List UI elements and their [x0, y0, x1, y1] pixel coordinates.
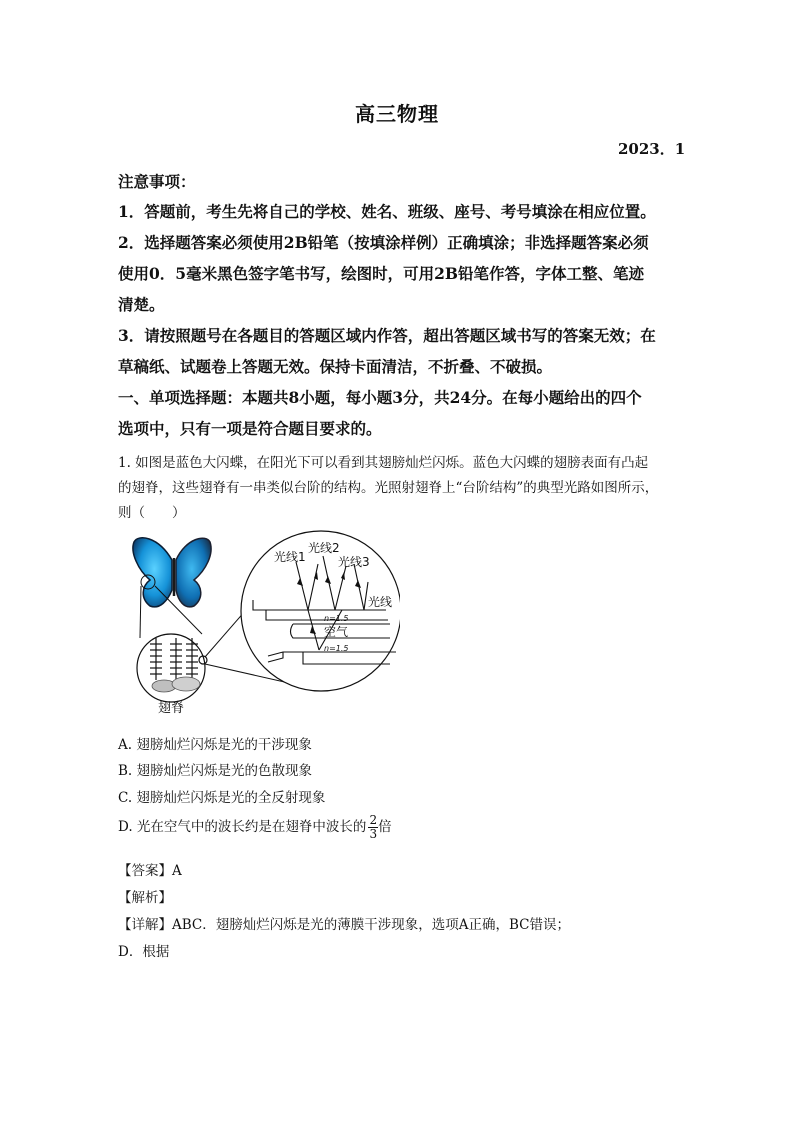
- ray-2-label: 光线2: [308, 541, 340, 555]
- analysis-heading: 【解析】: [118, 890, 172, 906]
- question-stem-line-3: 则（ ）: [118, 505, 186, 521]
- notice-heading: 注意事项：: [118, 172, 196, 191]
- answer: 【答案】A: [118, 863, 182, 879]
- exam-date: 2023．1: [618, 140, 686, 158]
- page-title: 高三物理: [355, 102, 439, 126]
- light-path-circle: [241, 531, 400, 691]
- notice-line-1: 1．答题前，考生先将自己的学校、姓名、班级、座号、考号填涂在相应位置。: [118, 202, 656, 221]
- fraction: [368, 814, 378, 841]
- ray-1-label: 光线1: [274, 550, 306, 564]
- option-b: B. 翅膀灿烂闪烁是光的色散现象: [118, 763, 313, 779]
- butterfly-icon: [133, 538, 211, 607]
- option-c: C. 翅膀灿烂闪烁是光的全反射现象: [118, 790, 326, 806]
- detail-line: 【详解】ABC．翅膀灿烂闪烁是光的薄膜干涉现象，选项A正确，BC错误；: [118, 917, 570, 933]
- ridge-label: 翅脊: [158, 701, 185, 716]
- option-d-text: D. 光在空气中的波长约是在翅脊中波长的: [118, 819, 367, 835]
- question-stem-line-2: 的翅脊，这些翅脊有一串类似台阶的结构。光照射翅脊上“台阶结构”的典型光路如图所示，: [118, 480, 659, 496]
- notice-line-4: 清楚。: [118, 295, 165, 314]
- n-label-top: n=1.5: [324, 614, 349, 623]
- air-label: 空气: [324, 625, 349, 639]
- fraction-numerator: 2: [369, 813, 378, 827]
- notice-line-5: 3．请按照题号在各题目的答题区域内作答，超出答题区域书写的答案无效；在: [118, 326, 656, 345]
- notice-line-3: 使用0．5毫米黑色签字笔书写，绘图时，可用2B铅笔作答，字体工整、笔迹: [118, 264, 644, 283]
- option-d-suffix: 倍: [378, 819, 392, 835]
- option-d: [118, 814, 392, 841]
- fraction-denominator: 3: [369, 827, 378, 841]
- notice-line-6: 草稿纸、试题卷上答题无效。保持卡面清洁，不折叠、不破损。: [118, 357, 553, 376]
- notice-line-2: 2．选择题答案必须使用2B铅笔（按填涂样例）正确填涂；非选择题答案必须: [118, 233, 649, 252]
- section-line-2: 选项中，只有一项是符合题目要求的。: [118, 419, 382, 438]
- butterfly-figure: [128, 530, 400, 720]
- option-a: A. 翅膀灿烂闪烁是光的干涉现象: [118, 737, 312, 753]
- ray-partial-label: 光线: [368, 595, 393, 609]
- detail-d-partial: D．根据: [118, 944, 170, 960]
- section-line-1: 一、单项选择题：本题共8小题，每小题3分，共24分。在每小题给出的四个: [118, 388, 642, 407]
- ray-3-label: 光线3: [338, 555, 370, 569]
- n-label-bottom: n=1.5: [324, 644, 349, 653]
- question-stem-line-1: 1. 如图是蓝色大闪蝶，在阳光下可以看到其翅膀灿烂闪烁。蓝色大闪蝶的翅膀表面有凸起: [118, 455, 649, 471]
